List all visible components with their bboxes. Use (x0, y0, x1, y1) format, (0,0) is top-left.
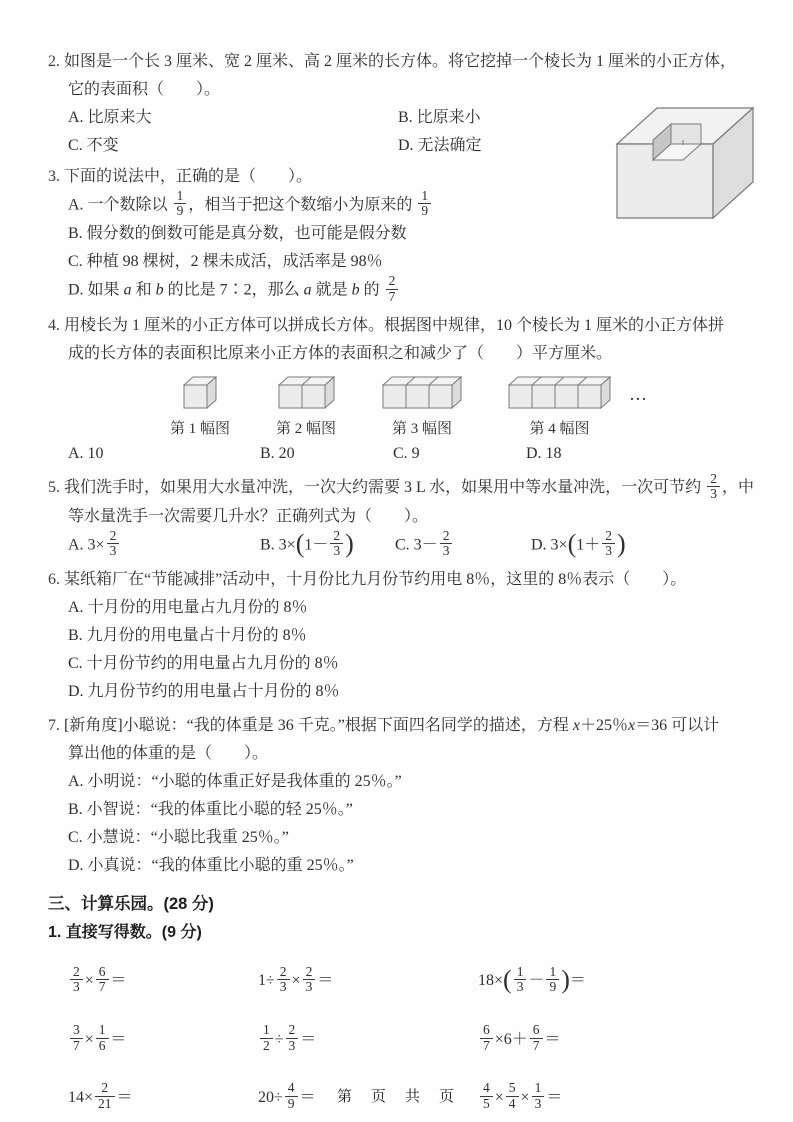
option-5d: D. 3×(1＋ $\frac{2}{3}$ ) (531, 528, 626, 559)
question-3-stem (48, 163, 753, 191)
question-4-line-2: 成的长方体的表面积比原来小正方体的表面积之和减少了（ ）平方厘米。 (68, 344, 613, 362)
section-3-subtitle: 1. 直接写得数。(9 分) (48, 924, 202, 942)
question-3-text: 下面的说法中，正确的是（ ）。 (64, 168, 313, 185)
option-3c: C. 种植 98 棵树，2 棵未成活，成活率是 98％ (68, 253, 383, 271)
option-2a: A. 比原来大 (68, 109, 152, 126)
ellipsis: … (629, 383, 648, 404)
cube-strip-2 (276, 376, 336, 438)
cube-strip-figures (170, 376, 753, 438)
calc-expr-3-1: 14× $\frac{2}{21}$ ＝ (68, 1080, 133, 1111)
option-6b: B. 九月份的用电量占十月份的 8％ (68, 627, 307, 645)
option-7b: B. 小智说：“我的体重比小聪的轻 25％。” (68, 801, 353, 819)
cube-strip-2-label: 第 2 幅图 (276, 420, 337, 437)
question-5-number: 5. (48, 479, 60, 497)
question-2-line-2: 它的表面积（ ）。 (68, 81, 221, 98)
question-6-number: 6. (48, 571, 60, 589)
question-4-number: 4. (48, 316, 60, 334)
option-2c: C. 不变 (68, 137, 119, 154)
question-7-number: 7. (48, 717, 60, 735)
cube-strip-4 (508, 376, 611, 438)
question-5-line-1 (48, 470, 754, 503)
option-5a: A. 3× $\frac{2}{3}$ (68, 531, 260, 560)
question-4 (48, 312, 753, 468)
question-7-line-2: 算出他的体重的是（ ）。 (68, 745, 269, 763)
question-7 (48, 712, 753, 880)
option-7c: C. 小慧说：“小聪比我重 25％。” (68, 829, 289, 847)
option-7a: A. 小明说：“小聪的体重正好是我体重的 25％。” (68, 773, 402, 791)
option-3d: D. 如果 a 和 b 的比是 7∶2，那么 a 就是 b 的 $\frac{2}{7}$ (68, 276, 753, 305)
calc-expr-2-1: $\frac{3}{7}$ × $\frac{1}{6}$ ＝ (68, 1020, 258, 1060)
cube-strip-4-label: 第 4 幅图 (529, 420, 590, 437)
option-7d: D. 小真说：“我的体重比小聪的重 25％。” (68, 857, 354, 875)
question-4-line-1 (48, 312, 753, 340)
option-3a: A. 一个数除以 $\frac{1}{9}$ ，相当于把这个数缩小为原来的 $\frac{1}{9}$ (68, 191, 753, 220)
question-2-text: 如图是一个长 3 厘米、宽 2 厘米、高 2 厘米的长方体。将它挖掉一个棱长为 1 厘米的小正方体， (64, 53, 737, 70)
cube-strip-1 (170, 376, 230, 438)
option-4a: A. 10 (68, 444, 104, 462)
question-2 (48, 48, 753, 160)
question-5-text: 我们洗手时，如果用大水量冲洗，一次大约需要 3 L 水，如果用中等水量冲洗，一次可节约 $\frac{2}{3}$ ，中 (64, 470, 754, 501)
option-4b: B. 20 (260, 444, 295, 462)
option-5c: C. 3－ $\frac{2}{3}$ (395, 531, 531, 560)
option-5b: B. 3×(1－ $\frac{2}{3}$ ) (260, 528, 354, 559)
section-3-title: 三、计算乐园。(28 分) (48, 895, 214, 914)
calc-expr-3-2: 20÷ $\frac{4}{9}$ ＝ (258, 1080, 316, 1111)
cube-strip-3-label: 第 3 幅图 (392, 420, 453, 437)
page-footer: 第 页 共 页 (336, 1089, 456, 1105)
calc-expr-1-2: 1÷ $\frac{2}{3}$ × $\frac{2}{3}$ ＝ (258, 964, 334, 995)
cube-strip-3 (382, 376, 462, 438)
question-6-stem (48, 566, 753, 594)
cube-strip-2-figure (278, 376, 335, 414)
option-4d: D. 18 (526, 444, 562, 462)
calc-expr-1-3: 18×( $\frac{1}{3}$ － $\frac{1}{9}$ )＝ (478, 964, 586, 995)
question-2-number: 2. (48, 53, 60, 70)
option-2b: B. 比原来小 (398, 109, 481, 126)
question-2-line-1 (48, 48, 753, 76)
question-2-options (68, 104, 753, 160)
calc-expr-2-2: $\frac{1}{2}$ ÷ $\frac{2}{3}$ ＝ (258, 1020, 478, 1060)
question-7-line-1 (48, 712, 753, 740)
question-6-text: 某纸箱厂在“节能减排”活动中，十月份比九月份节约用电 8％，这里的 8％表示（ ）。 (64, 571, 687, 589)
question-6 (48, 566, 753, 706)
cube-strip-3-figure (382, 376, 462, 414)
section-3 (48, 889, 753, 1117)
option-6d: D. 九月份节约的用电量占十月份的 8％ (68, 683, 340, 701)
calc-expr-2-3: $\frac{6}{7}$ ×6＋ $\frac{6}{7}$ ＝ (478, 1020, 753, 1060)
cube-strip-4-figure (508, 376, 611, 414)
question-5 (48, 470, 754, 561)
question-5-line-2: 等水量洗手一次需要几升水？正确列式为（ ）。 (68, 508, 429, 526)
question-7-text: [新角度]小聪说：“我的体重是 36 千克。”根据下面四名同学的描述，方程 x＋25％x＝36 可以计 (64, 717, 720, 735)
option-6a: A. 十月份的用电量占九月份的 8％ (68, 599, 308, 617)
cube-strip-1-label: 第 1 幅图 (170, 420, 231, 437)
option-2d: D. 无法确定 (398, 137, 482, 154)
option-3b: B. 假分数的倒数可能是真分数，也可能是假分数 (68, 225, 407, 243)
calc-expr-1-1: $\frac{2}{3}$ × $\frac{6}{7}$ ＝ (68, 961, 258, 1001)
cube-strip-1-figure (183, 376, 217, 414)
question-5-options (68, 528, 753, 560)
question-4-options (68, 440, 753, 468)
calc-expr-3-3: $\frac{4}{5}$ × $\frac{5}{4}$ × $\frac{1}{3}$ ＝ (478, 1078, 753, 1118)
question-4-text: 用棱长为 1 厘米的小正方体可以拼成长方体。根据图中规律，10 个棱长为 1 厘米的小正方体拼 (64, 316, 725, 334)
question-3-number: 3. (48, 168, 60, 185)
question-3 (48, 163, 753, 306)
option-6c: C. 十月份节约的用电量占九月份的 8％ (68, 655, 339, 673)
option-4c: C. 9 (393, 444, 420, 462)
